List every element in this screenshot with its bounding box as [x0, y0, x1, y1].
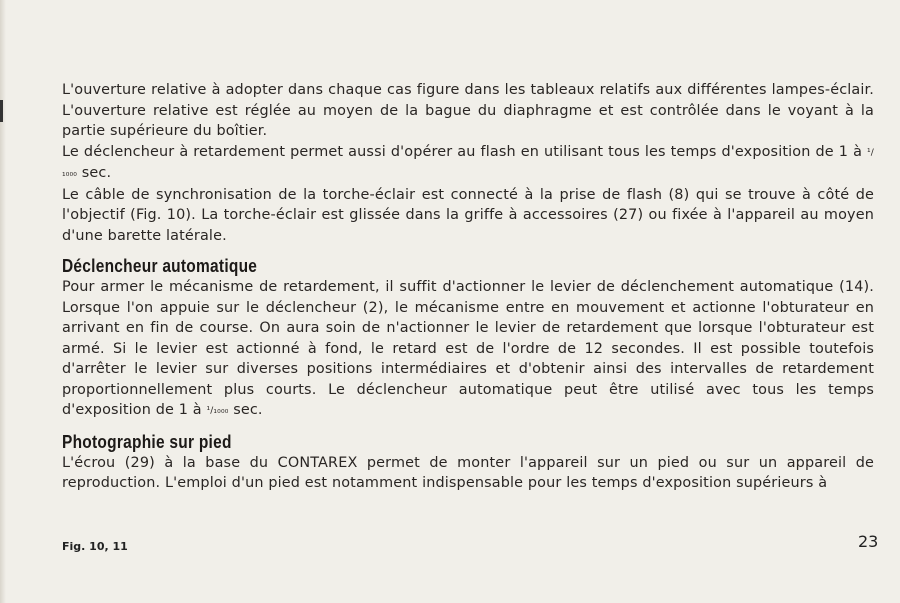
self-timer-paragraph [62, 277, 874, 422]
self-timer-text: Pour armer le mécanisme de retardement, il suffit d'actionner le levier de déclenchement automatique (14). Lorsque l'on appuie sur le déclencheur (2), le mécanisme entre en mouvement et actionne l'obturateur en arrivant en fin de course. On aura soin de n'actionner le levier de retardement que lorsque l'obturateur est armé. Si le levier est actionné à fond, le retard est de l'ordre de 12 secondes. Il est possible toutefois d'arrêter le levier sur diverses positions intermédiaires et d'obtenir ainsi des intervalles de retardement proportionnellement plus courts. Le déclencheur automatique peut être utilisé avec tous les temps d'exposition de 1 à [62, 279, 874, 418]
page-content [62, 80, 874, 494]
page-number: 23 [858, 532, 879, 551]
self-timer-unit: sec. [233, 402, 263, 418]
intro-paragraph-2 [62, 142, 874, 185]
tripod-paragraph: L'écrou (29) à la base du CONTAREX permet de monter l'appareil sur un pied ou sur un appareil de reproduction. L'emploi d'un pied est notamment indispensable pour les temps d'exposition supérieurs à [62, 454, 874, 491]
figure-reference: Fig. 10, 11 [62, 540, 128, 553]
binding-shadow [0, 0, 6, 603]
intro-p2-text: Le déclencheur à retardement permet aussi d'opérer au flash en utilisant tous les temps d'exposition de 1 à [62, 143, 863, 160]
self-timer-fraction: ¹/₁₀₀₀ [206, 406, 229, 416]
section-heading-tripod: Photographie sur pied [62, 431, 232, 452]
intro-paragraph-3: Le câble de synchronisation de la torche-éclair est connecté à la prise de flash (8) qui se trouve à côté de l'objectif (Fig. 10). La torche-éclair est glissée dans la griffe à accessoires (27) ou fixée à l'appareil au moyen d'une barette latérale. [62, 186, 874, 244]
intro-paragraph-1: L'ouverture relative à adopter dans chaque cas figure dans les tableaux relatifs aux différentes lampes-éclair. L'ouverture relative est réglée au moyen de la bague du diaphragme et est contrôlée dans le voyant à la partie supérieure du boîtier. [62, 82, 874, 139]
intro-p2-unit: sec. [81, 165, 112, 181]
section-heading-self-timer: Déclencheur automatique [62, 256, 258, 276]
intro-p2-fraction: ¹/₁₀₀₀ [62, 147, 874, 179]
margin-mark [0, 100, 3, 122]
